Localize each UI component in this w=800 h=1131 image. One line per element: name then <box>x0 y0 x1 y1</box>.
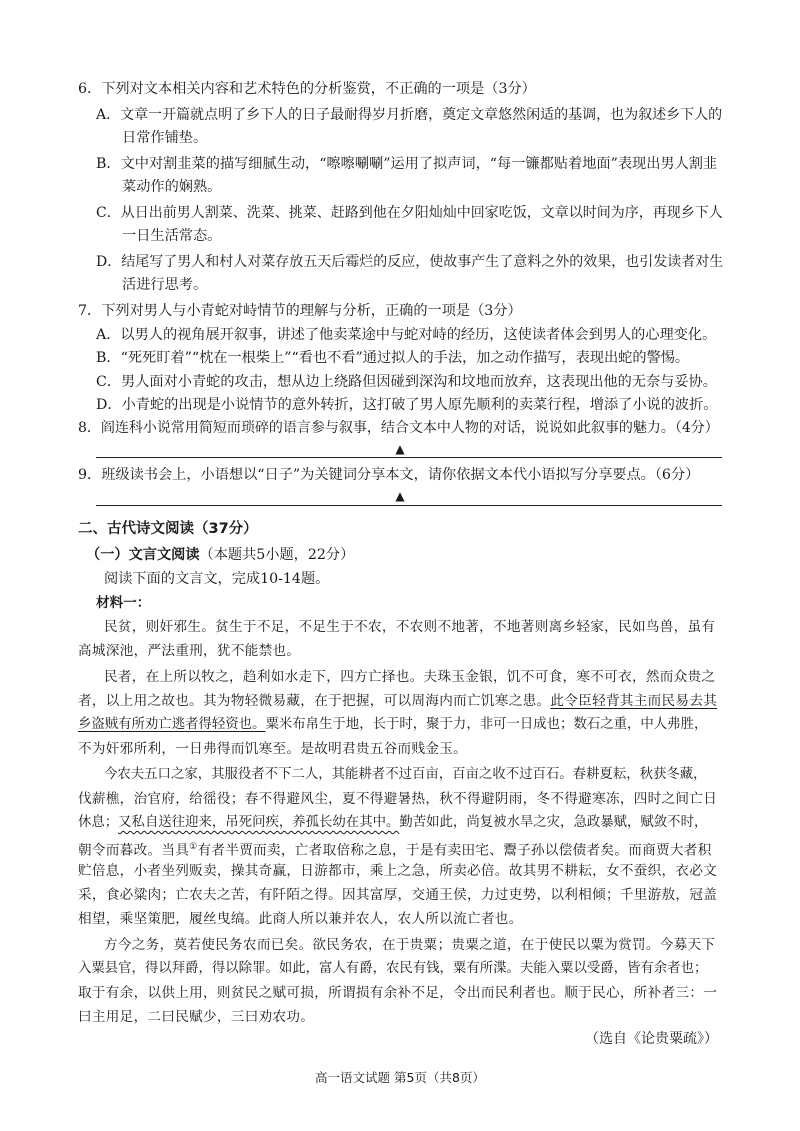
q7-stem: 7．下列对男人与小青蛇对峙情节的理解与分析，正确的一项是（3分） <box>78 303 522 319</box>
q6-option-a-cont: 日常作铺垫。 <box>122 130 208 146</box>
passage-line: 伐薪樵，治官府，给徭役；春不得避风尘，夏不得避暑热，秋不得避阴雨，冬不得避寒冻，四时之间亡日 <box>78 791 718 807</box>
passage-text: 休息； <box>78 815 119 830</box>
underlined-sentence: 此令臣轻背其主而民易去其 <box>550 693 718 709</box>
material-label: 材料一： <box>96 595 151 611</box>
q9-answer-marker: ▲ <box>395 489 405 503</box>
passage-line: 不为奸邪所利，一日弗得而饥寒至。是故明君贵五谷而贱金玉。 <box>78 741 468 757</box>
underlined-sentence: 乡盗贼有所劝亡逃者得轻资也。 <box>78 717 266 732</box>
q6-stem: 6．下列对文本相关内容和艺术特色的分析鉴赏，不正确的一项是（3分） <box>78 81 536 97</box>
passage-line: 今农夫五口之家，其服役者不下二人，其能耕者不过百亩，百亩之收不过百石。春耕夏耘，秋获冬藏， <box>104 767 707 782</box>
passage-line: 采，食必粱肉；亡农夫之苦，有阡陌之得。因其富厚，交通王侯，力过吏势，以利相倾；千里游敖，冠盖 <box>78 887 718 903</box>
q8-answer-line[interactable] <box>96 457 722 458</box>
q6-option-c-cont: 一日生活常态。 <box>122 228 222 244</box>
section-title: 二、古代诗文阅读（37分） <box>78 521 258 537</box>
source-citation: （选自《论贵粟疏》） <box>585 1031 718 1047</box>
passage-text: 者，以上用之故也。其为物轻微易藏，在于把握，可以周海内而亡饥寒之患。 <box>78 693 551 709</box>
q6-option-a: A．文章一开篇就点明了乡下人的日子最耐得岁月折磨，奠定文章悠然闲适的基调，也为叙述乡下人的 <box>96 107 723 123</box>
q6-option-d: D．结尾写了男人和村人对菜存放五天后霉烂的反应，使故事产生了意料之外的效果，也引发读者对生 <box>96 254 724 270</box>
passage-line: 高城深池，严法重刑，犹不能禁也。 <box>78 643 301 659</box>
passage-text: 有者半贾而卖，亡者取倍称之息，于是有卖田宅、鬻子孙以偿债者矣。而商贾大者积 <box>197 842 712 859</box>
passage-line <box>78 715 707 735</box>
q6-option-d-cont: 活进行思考。 <box>122 277 208 293</box>
q7-option-c: C．男人面对小青蛇的攻击，想从边上绕路但因碰到深沟和坟地而放弃，这表现出他的无奈与妥协。 <box>96 374 717 390</box>
reading-instruction: 阅读下面的文言文，完成10-14题。 <box>104 571 330 587</box>
passage-line: 贮倍息，小者坐列贩卖，操其奇赢，日游都市，乘上之急，所卖必倍。故其男不耕耘，女不蚕织，衣必文 <box>78 863 718 879</box>
passage-line: 曰主用足，二曰民赋少，三曰劝农功。 <box>78 1009 315 1025</box>
q7-option-b: B．“死死盯着”“枕在一根柴上”“看也不看”通过拟人的手法，加之动作描写，表现出蛇的警惕。 <box>96 350 690 366</box>
subsection-heading <box>86 545 354 565</box>
q6-option-b-cont: 菜动作的娴熟。 <box>122 179 222 195</box>
q6-option-b: B．文中对割韭菜的描写细腻生动，“嚓嚓唰唰”运用了拟声词，“每一镰都贴着地面”表现出男人割韭 <box>96 156 718 172</box>
subsection-note: （本题共5小题，22分） <box>199 547 355 563</box>
q9-answer-line[interactable] <box>96 505 722 506</box>
q6-option-c: C．从日出前男人割菜、洗菜、挑菜、赶路到他在夕阳灿灿中回家吃饭，文章以时间为序，再现乡下人 <box>96 205 723 221</box>
q7-option-a: A．以男人的视角展开叙事，讲述了他卖菜途中与蛇对峙的经历，这使读者体会到男人的心理变化。 <box>96 327 717 343</box>
footnote-marker: ① <box>189 842 198 852</box>
passage-line <box>78 691 717 711</box>
passage-line: 民贫，则奸邪生。贫生于不足，不足生于不农，不农则不地著，不地著则离乡轻家，民如鸟兽，虽有 <box>104 619 716 635</box>
passage-line: 方今之务，莫若使民务农而已矣。欲民务农，在于贵粟；贵粟之道，在于使民以粟为赏罚。今募天下 <box>104 937 716 953</box>
passage-line <box>78 837 712 861</box>
q8-stem: 8．阎连科小说常用简短而琐碎的语言参与叙事，结合文本中人物的对话，说说如此叙事的魅力。（4分） <box>78 420 719 436</box>
passage-text: 勤苦如此，尚复被水旱之灾，急政暴赋，赋敛不时， <box>399 815 708 830</box>
page-footer: 高一语文试题 第5页（共8页） <box>315 1070 485 1085</box>
subsection-title: （一）文言文阅读 <box>86 547 200 563</box>
passage-line: 民者，在上所以牧之，趋利如水走下，四方亡择也。夫珠玉金银，饥不可食，寒不可衣，然而众贵之 <box>104 669 716 685</box>
wavy-underlined-sentence: 又私自送往迎来，吊死问疾，养孤长幼在其中。 <box>118 815 400 830</box>
passage-line: 相望，乘坚策肥，履丝曳缟。此商人所以兼并农人，农人所以流亡者也。 <box>78 911 523 927</box>
q7-option-d: D．小青蛇的出现是小说情节的意外转折，这打破了男人原先顺利的卖菜行程，增添了小说的波折。 <box>96 397 718 413</box>
passage-line: 取于有余，以供上用，则贫民之赋可损，所谓损有余补不足，令出而民利者也。顺于民心，所补者三：一 <box>78 985 718 1001</box>
passage-text: 粟米布帛生于地，长于时，聚于力，非可一日成也；数石之重，中人弗胜， <box>265 717 708 732</box>
passage-line <box>78 813 707 833</box>
passage-line: 入粟县官，得以拜爵，得以除罪。如此，富人有爵，农民有钱，粟有所渫。夫能入粟以受爵，皆有余者也； <box>78 961 708 976</box>
q9-stem: 9．班级读书会上，小语想以“日子”为关键词分享本文，请你依据文本代小语拟写分享要点。（6分） <box>78 467 700 483</box>
q8-answer-marker: ▲ <box>395 442 405 456</box>
passage-text: 朝令而暮改。当具 <box>78 842 190 859</box>
